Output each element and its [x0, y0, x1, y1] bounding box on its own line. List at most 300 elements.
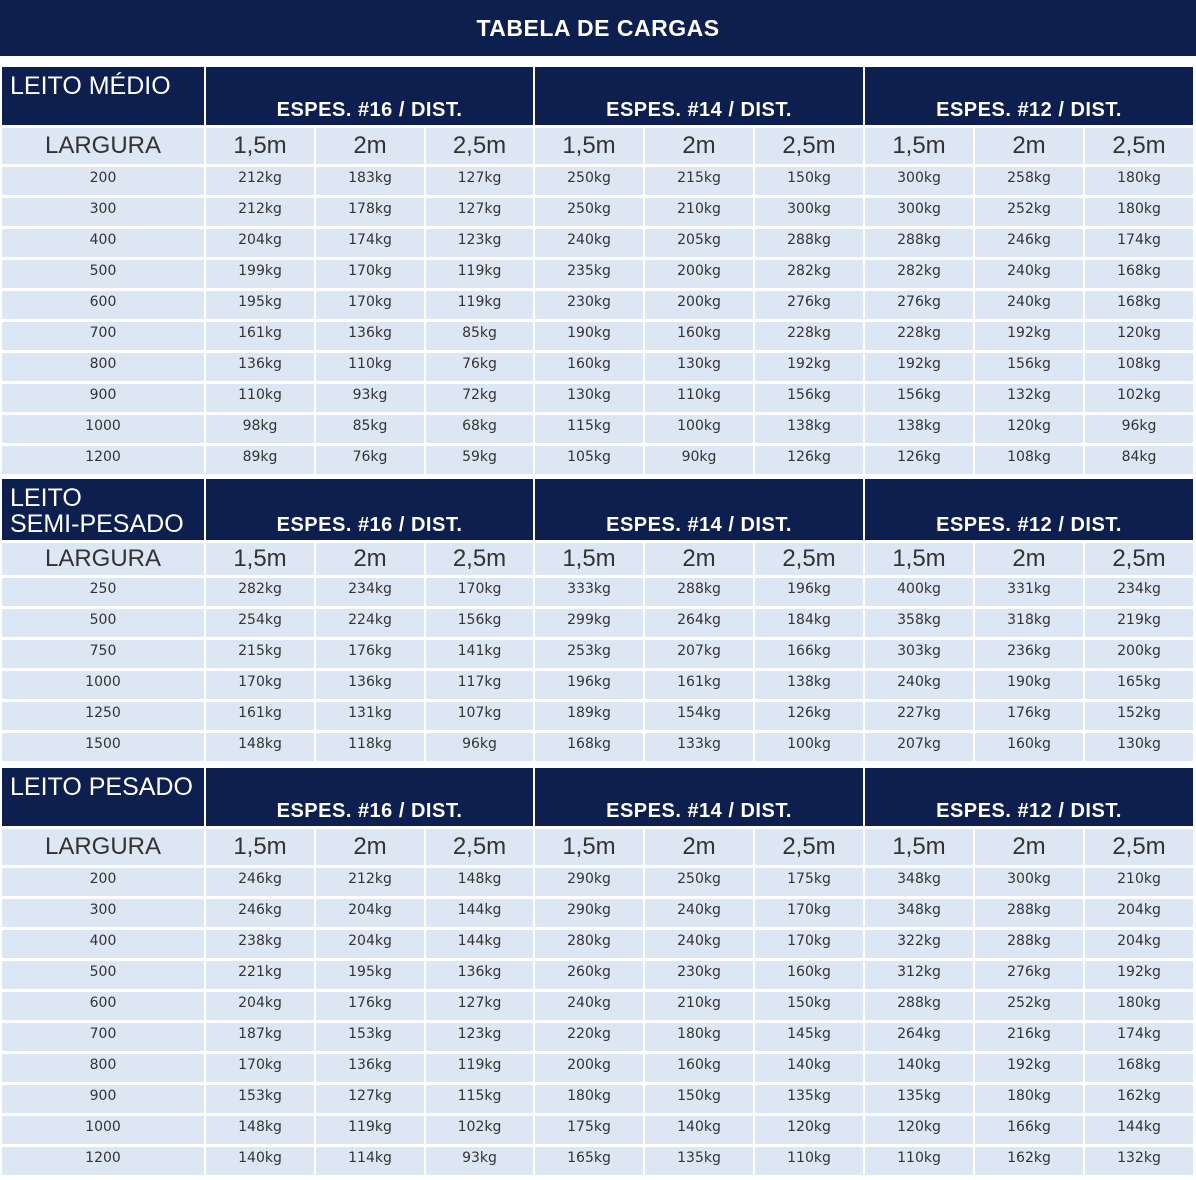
load-cell: 131kg [316, 702, 424, 730]
distance-header: 2m [975, 829, 1083, 865]
load-cell: 135kg [755, 1085, 863, 1113]
load-cell: 126kg [865, 446, 973, 474]
load-cell: 276kg [755, 291, 863, 319]
load-cell: 300kg [865, 167, 973, 195]
width-cell: 250 [2, 578, 204, 606]
load-cell: 212kg [206, 198, 314, 226]
width-cell: 500 [2, 961, 204, 989]
load-cell: 168kg [1085, 1054, 1193, 1082]
load-cell: 145kg [755, 1023, 863, 1051]
distance-header: 2m [645, 829, 753, 865]
load-cell: 160kg [645, 1054, 753, 1082]
load-cell: 288kg [975, 899, 1083, 927]
distance-header: 1,5m [206, 543, 314, 575]
load-cell: 85kg [316, 415, 424, 443]
load-cell: 76kg [316, 446, 424, 474]
load-cell: 140kg [865, 1054, 973, 1082]
distance-header: 2,5m [755, 543, 863, 575]
load-cell: 127kg [426, 198, 533, 226]
load-cell: 153kg [206, 1085, 314, 1113]
load-cell: 138kg [755, 415, 863, 443]
load-cell: 136kg [426, 961, 533, 989]
load-cell: 166kg [755, 640, 863, 668]
load-cell: 156kg [865, 384, 973, 412]
width-cell: 900 [2, 1085, 204, 1113]
width-cell: 1000 [2, 671, 204, 699]
width-cell: 1250 [2, 702, 204, 730]
width-cell: 600 [2, 992, 204, 1020]
load-cell: 180kg [975, 1085, 1083, 1113]
load-cell: 276kg [975, 961, 1083, 989]
load-cell: 120kg [1085, 322, 1193, 350]
load-cell: 140kg [645, 1116, 753, 1144]
load-cell: 93kg [316, 384, 424, 412]
width-cell: 750 [2, 640, 204, 668]
load-cell: 133kg [645, 733, 753, 761]
load-cell: 127kg [316, 1085, 424, 1113]
load-cell: 230kg [645, 961, 753, 989]
load-cell: 132kg [1085, 1147, 1193, 1175]
load-cell: 162kg [975, 1147, 1083, 1175]
width-cell: 400 [2, 930, 204, 958]
load-cell: 89kg [206, 446, 314, 474]
thickness-group-header: ESPES. #16 / DIST. [206, 768, 533, 826]
load-cell: 168kg [535, 733, 643, 761]
load-cell: 280kg [535, 930, 643, 958]
load-cell: 215kg [206, 640, 314, 668]
load-cell: 144kg [426, 899, 533, 927]
distance-header: 1,5m [206, 128, 314, 164]
load-cell: 156kg [755, 384, 863, 412]
load-cell: 115kg [426, 1085, 533, 1113]
load-cell: 140kg [755, 1054, 863, 1082]
load-cell: 216kg [975, 1023, 1083, 1051]
load-cell: 196kg [535, 671, 643, 699]
load-cell: 90kg [645, 446, 753, 474]
width-cell: 1000 [2, 415, 204, 443]
load-cell: 110kg [316, 353, 424, 381]
load-cell: 126kg [755, 702, 863, 730]
load-cell: 135kg [865, 1085, 973, 1113]
load-cell: 250kg [535, 167, 643, 195]
load-cell: 102kg [1085, 384, 1193, 412]
load-cell: 168kg [1085, 291, 1193, 319]
load-cell: 230kg [535, 291, 643, 319]
load-cell: 358kg [865, 609, 973, 637]
load-cell: 235kg [535, 260, 643, 288]
load-cell: 160kg [645, 322, 753, 350]
width-cell: 700 [2, 322, 204, 350]
load-cell: 227kg [865, 702, 973, 730]
load-cell: 184kg [755, 609, 863, 637]
load-cell: 150kg [755, 167, 863, 195]
load-cell: 161kg [206, 322, 314, 350]
load-cell: 170kg [755, 899, 863, 927]
load-cell: 264kg [865, 1023, 973, 1051]
thickness-group-header: ESPES. #16 / DIST. [206, 479, 533, 540]
load-cell: 210kg [1085, 868, 1193, 896]
width-column-header: LARGURA [2, 543, 204, 575]
load-cell: 174kg [316, 229, 424, 257]
load-cell: 168kg [1085, 260, 1193, 288]
load-cell: 96kg [1085, 415, 1193, 443]
load-cell: 200kg [1085, 640, 1193, 668]
load-cell: 300kg [755, 198, 863, 226]
distance-header: 1,5m [865, 128, 973, 164]
load-cell: 220kg [535, 1023, 643, 1051]
load-cell: 170kg [755, 930, 863, 958]
load-cell: 204kg [1085, 899, 1193, 927]
width-cell: 800 [2, 1054, 204, 1082]
load-cell: 252kg [975, 198, 1083, 226]
load-cell: 282kg [206, 578, 314, 606]
load-cell: 204kg [1085, 930, 1193, 958]
load-cell: 240kg [535, 229, 643, 257]
width-cell: 1200 [2, 1147, 204, 1175]
load-cell: 93kg [426, 1147, 533, 1175]
width-cell: 500 [2, 260, 204, 288]
load-cell: 127kg [426, 992, 533, 1020]
load-cell: 348kg [865, 899, 973, 927]
load-cell: 190kg [535, 322, 643, 350]
load-cell: 161kg [645, 671, 753, 699]
width-cell: 700 [2, 1023, 204, 1051]
load-cell: 207kg [645, 640, 753, 668]
load-cell: 260kg [535, 961, 643, 989]
load-cell: 240kg [865, 671, 973, 699]
load-cell: 192kg [1085, 961, 1193, 989]
load-cell: 140kg [206, 1147, 314, 1175]
load-cell: 148kg [206, 733, 314, 761]
load-cell: 187kg [206, 1023, 314, 1051]
load-cell: 190kg [975, 671, 1083, 699]
load-cell: 333kg [535, 578, 643, 606]
load-cell: 195kg [316, 961, 424, 989]
load-cell: 258kg [975, 167, 1083, 195]
load-cell: 174kg [1085, 229, 1193, 257]
thickness-group-header: ESPES. #14 / DIST. [535, 67, 863, 125]
load-cell: 276kg [865, 291, 973, 319]
distance-header: 2m [645, 543, 753, 575]
load-cell: 240kg [645, 930, 753, 958]
load-cell: 123kg [426, 1023, 533, 1051]
width-cell: 800 [2, 353, 204, 381]
load-cell: 240kg [975, 260, 1083, 288]
load-cell: 161kg [206, 702, 314, 730]
load-cell: 219kg [1085, 609, 1193, 637]
load-cell: 288kg [755, 229, 863, 257]
load-cell: 115kg [535, 415, 643, 443]
load-cell: 136kg [316, 322, 424, 350]
width-column-header: LARGURA [2, 829, 204, 865]
load-cell: 200kg [535, 1054, 643, 1082]
load-cell: 118kg [316, 733, 424, 761]
load-cell: 312kg [865, 961, 973, 989]
load-cell: 204kg [206, 229, 314, 257]
load-cell: 290kg [535, 868, 643, 896]
load-cell: 331kg [975, 578, 1083, 606]
width-cell: 500 [2, 609, 204, 637]
load-cell: 136kg [206, 353, 314, 381]
load-cell: 85kg [426, 322, 533, 350]
load-cell: 96kg [426, 733, 533, 761]
distance-header: 2,5m [755, 128, 863, 164]
load-cell: 110kg [206, 384, 314, 412]
load-cell: 246kg [206, 868, 314, 896]
load-cell: 176kg [975, 702, 1083, 730]
distance-header: 2m [316, 128, 424, 164]
width-cell: 200 [2, 167, 204, 195]
load-table-section [2, 768, 1193, 1175]
load-cell: 153kg [316, 1023, 424, 1051]
load-cell: 212kg [316, 868, 424, 896]
load-cell: 234kg [316, 578, 424, 606]
load-cell: 110kg [755, 1147, 863, 1175]
load-cell: 170kg [206, 1054, 314, 1082]
page-title: TABELA DE CARGAS [0, 0, 1196, 56]
load-cell: 192kg [755, 353, 863, 381]
load-table-section [2, 479, 1193, 761]
load-cell: 322kg [865, 930, 973, 958]
load-cell: 120kg [865, 1116, 973, 1144]
distance-header: 2,5m [1085, 543, 1193, 575]
load-cell: 107kg [426, 702, 533, 730]
load-cell: 72kg [426, 384, 533, 412]
load-cell: 400kg [865, 578, 973, 606]
section-title: LEITO SEMI-PESADO [2, 479, 204, 540]
load-cell: 132kg [975, 384, 1083, 412]
load-cell: 178kg [316, 198, 424, 226]
section-title: LEITO PESADO [2, 768, 204, 826]
load-cell: 236kg [975, 640, 1083, 668]
load-cell: 165kg [1085, 671, 1193, 699]
load-cell: 136kg [316, 671, 424, 699]
load-cell: 117kg [426, 671, 533, 699]
load-cell: 189kg [535, 702, 643, 730]
load-cell: 205kg [645, 229, 753, 257]
load-cell: 84kg [1085, 446, 1193, 474]
load-cell: 175kg [755, 868, 863, 896]
load-cell: 130kg [645, 353, 753, 381]
load-cell: 110kg [645, 384, 753, 412]
load-cell: 288kg [865, 992, 973, 1020]
load-cell: 282kg [755, 260, 863, 288]
load-cell: 170kg [316, 260, 424, 288]
load-cell: 102kg [426, 1116, 533, 1144]
load-cell: 119kg [426, 1054, 533, 1082]
load-cell: 180kg [535, 1085, 643, 1113]
load-cell: 59kg [426, 446, 533, 474]
load-cell: 195kg [206, 291, 314, 319]
load-cell: 120kg [755, 1116, 863, 1144]
width-cell: 600 [2, 291, 204, 319]
width-cell: 300 [2, 198, 204, 226]
thickness-group-header: ESPES. #12 / DIST. [865, 67, 1193, 125]
distance-header: 2,5m [1085, 128, 1193, 164]
width-cell: 900 [2, 384, 204, 412]
distance-header: 1,5m [535, 543, 643, 575]
load-cell: 176kg [316, 992, 424, 1020]
load-cell: 160kg [755, 961, 863, 989]
distance-header: 1,5m [535, 128, 643, 164]
load-cell: 123kg [426, 229, 533, 257]
load-cell: 318kg [975, 609, 1083, 637]
load-cell: 100kg [645, 415, 753, 443]
load-cell: 152kg [1085, 702, 1193, 730]
distance-header: 2m [645, 128, 753, 164]
load-cell: 250kg [535, 198, 643, 226]
load-cell: 176kg [316, 640, 424, 668]
load-cell: 105kg [535, 446, 643, 474]
load-cell: 144kg [426, 930, 533, 958]
load-cell: 180kg [645, 1023, 753, 1051]
load-cell: 240kg [975, 291, 1083, 319]
load-cell: 300kg [975, 868, 1083, 896]
load-cell: 221kg [206, 961, 314, 989]
load-cell: 156kg [975, 353, 1083, 381]
load-cell: 180kg [1085, 167, 1193, 195]
load-cell: 119kg [426, 260, 533, 288]
load-cell: 138kg [865, 415, 973, 443]
load-cell: 207kg [865, 733, 973, 761]
load-cell: 127kg [426, 167, 533, 195]
load-cell: 264kg [645, 609, 753, 637]
load-cell: 130kg [535, 384, 643, 412]
load-cell: 192kg [975, 322, 1083, 350]
width-column-header: LARGURA [2, 128, 204, 164]
load-cell: 175kg [535, 1116, 643, 1144]
distance-header: 1,5m [865, 829, 973, 865]
width-cell: 300 [2, 899, 204, 927]
distance-header: 1,5m [206, 829, 314, 865]
load-cell: 154kg [645, 702, 753, 730]
load-cell: 138kg [755, 671, 863, 699]
load-cell: 246kg [975, 229, 1083, 257]
load-cell: 170kg [206, 671, 314, 699]
thickness-group-header: ESPES. #14 / DIST. [535, 479, 863, 540]
distance-header: 2,5m [426, 543, 533, 575]
load-cell: 200kg [645, 291, 753, 319]
load-cell: 165kg [535, 1147, 643, 1175]
distance-header: 2m [316, 543, 424, 575]
load-cell: 192kg [975, 1054, 1083, 1082]
load-cell: 300kg [865, 198, 973, 226]
load-cell: 114kg [316, 1147, 424, 1175]
load-cell: 215kg [645, 167, 753, 195]
load-cell: 136kg [316, 1054, 424, 1082]
load-cell: 120kg [975, 415, 1083, 443]
load-cell: 130kg [1085, 733, 1193, 761]
load-cell: 224kg [316, 609, 424, 637]
load-cell: 180kg [1085, 198, 1193, 226]
load-cell: 196kg [755, 578, 863, 606]
load-cell: 119kg [316, 1116, 424, 1144]
section-title: LEITO MÉDIO [2, 67, 204, 125]
load-cell: 228kg [755, 322, 863, 350]
load-cell: 170kg [316, 291, 424, 319]
distance-header: 1,5m [535, 829, 643, 865]
load-cell: 282kg [865, 260, 973, 288]
width-cell: 1200 [2, 446, 204, 474]
load-cell: 348kg [865, 868, 973, 896]
load-cell: 144kg [1085, 1116, 1193, 1144]
distance-header: 2,5m [426, 829, 533, 865]
load-cell: 119kg [426, 291, 533, 319]
load-cell: 180kg [1085, 992, 1193, 1020]
load-cell: 238kg [206, 930, 314, 958]
load-cell: 170kg [426, 578, 533, 606]
load-cell: 250kg [645, 868, 753, 896]
distance-header: 2m [975, 543, 1083, 575]
width-cell: 1500 [2, 733, 204, 761]
load-cell: 141kg [426, 640, 533, 668]
load-cell: 108kg [975, 446, 1083, 474]
distance-header: 2m [975, 128, 1083, 164]
load-cell: 253kg [535, 640, 643, 668]
thickness-group-header: ESPES. #14 / DIST. [535, 768, 863, 826]
load-cell: 246kg [206, 899, 314, 927]
load-cell: 183kg [316, 167, 424, 195]
distance-header: 2,5m [426, 128, 533, 164]
load-cell: 288kg [865, 229, 973, 257]
load-cell: 288kg [645, 578, 753, 606]
load-cell: 212kg [206, 167, 314, 195]
load-cell: 192kg [865, 353, 973, 381]
load-cell: 204kg [316, 930, 424, 958]
thickness-group-header: ESPES. #12 / DIST. [865, 768, 1193, 826]
distance-header: 2m [316, 829, 424, 865]
load-cell: 108kg [1085, 353, 1193, 381]
width-cell: 400 [2, 229, 204, 257]
load-cell: 148kg [426, 868, 533, 896]
load-cell: 210kg [645, 992, 753, 1020]
width-cell: 200 [2, 868, 204, 896]
load-cell: 162kg [1085, 1085, 1193, 1113]
width-cell: 1000 [2, 1116, 204, 1144]
load-cell: 290kg [535, 899, 643, 927]
load-cell: 100kg [755, 733, 863, 761]
load-cell: 303kg [865, 640, 973, 668]
load-cell: 174kg [1085, 1023, 1193, 1051]
load-cell: 150kg [645, 1085, 753, 1113]
distance-header: 2,5m [1085, 829, 1193, 865]
load-cell: 228kg [865, 322, 973, 350]
load-cell: 252kg [975, 992, 1083, 1020]
distance-header: 2,5m [755, 829, 863, 865]
load-cell: 254kg [206, 609, 314, 637]
load-cell: 68kg [426, 415, 533, 443]
load-cell: 160kg [975, 733, 1083, 761]
thickness-group-header: ESPES. #16 / DIST. [206, 67, 533, 125]
load-cell: 200kg [645, 260, 753, 288]
load-cell: 240kg [645, 899, 753, 927]
distance-header: 1,5m [865, 543, 973, 575]
load-cell: 288kg [975, 930, 1083, 958]
load-cell: 166kg [975, 1116, 1083, 1144]
load-cell: 156kg [426, 609, 533, 637]
load-cell: 204kg [316, 899, 424, 927]
load-cell: 204kg [206, 992, 314, 1020]
load-cell: 98kg [206, 415, 314, 443]
thickness-group-header: ESPES. #12 / DIST. [865, 479, 1193, 540]
load-cell: 76kg [426, 353, 533, 381]
load-cell: 210kg [645, 198, 753, 226]
load-cell: 234kg [1085, 578, 1193, 606]
load-cell: 135kg [645, 1147, 753, 1175]
load-cell: 299kg [535, 609, 643, 637]
load-cell: 199kg [206, 260, 314, 288]
load-cell: 240kg [535, 992, 643, 1020]
